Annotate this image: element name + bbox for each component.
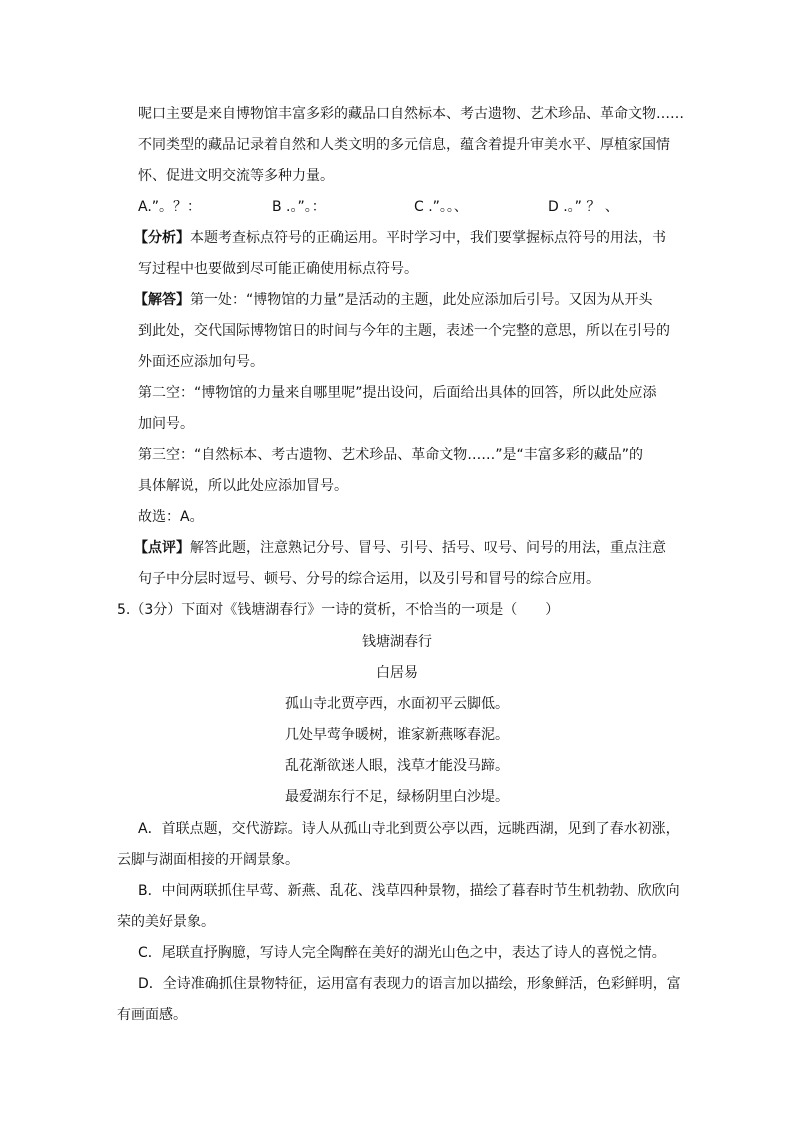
q4-option-c: C .”。。、 [414, 199, 468, 215]
poem-author: 白居易 [376, 665, 418, 681]
q4-option-b: B .。”。： [272, 199, 326, 215]
answer-tag: 【解答】 [134, 292, 190, 308]
answer-line-6: 第三空：“自然标本、考古遗物、艺术珍品、革命文物……”是“丰富多彩的藏品”的 [138, 447, 644, 463]
analysis-text: 本题考查标点符号的正确运用。平时学习中，我们要掌握标点符号的用法，书 [190, 230, 666, 246]
poem-title: 钱塘湖春行 [362, 634, 432, 650]
answer-text: 第一处：“博物馆的力量”是活动的主题，此处应添加后引号。又因为从开头 [190, 292, 653, 308]
q5-option-b-line-2: 荣的美好景象。 [117, 914, 215, 930]
answer-line-1 [134, 290, 653, 310]
comment-line-1 [134, 538, 666, 558]
analysis-line-2: 写过程中也要做到尽可能正确使用标点符号。 [138, 261, 418, 277]
poem-line-4: 最爱湖东行不足，绿杨阴里白沙堤。 [285, 789, 509, 805]
passage-line-1: 呢口主要是来自博物馆丰富多彩的藏品口自然标本、考古遗物、艺术珍品、革命文物…… [138, 106, 684, 122]
comment-tag: 【点评】 [134, 540, 190, 556]
q5-option-d-line-2: 有画面感。 [117, 1007, 187, 1023]
analysis-tag: 【分析】 [134, 230, 190, 246]
answer-line-7: 具体解说，所以此处应添加冒号。 [138, 478, 348, 494]
q5-option-a-line-2: 云脚与湖面相接的开阔景象。 [117, 852, 299, 868]
comment-line-2: 句子中分层时逗号、顿号、分号的综合运用，以及引号和冒号的综合应用。 [138, 571, 600, 587]
q4-option-a: A.”。？： [138, 199, 202, 215]
passage-line-2: 不同类型的藏品记录着自然和人类文明的多元信息，蕴含着提升审美水平、厚植家国情 [138, 137, 670, 153]
answer-line-2: 到此处，交代国际博物馆日的时间与今年的主题，表述一个完整的意思，所以在引号的 [138, 323, 670, 339]
comment-text: 解答此题，注意熟记分号、冒号、引号、括号、叹号、问号的用法，重点注意 [190, 540, 666, 556]
answer-line-4: 第二空：“博物馆的力量来自哪里呢”提出设问，后面给出具体的回答，所以此处应添 [138, 385, 657, 401]
passage-line-3: 怀、促进文明交流等多种力量。 [138, 168, 334, 184]
q5-option-c: C．尾联直抒胸臆，写诗人完全陶醉在美好的湖光山色之中，表达了诗人的喜悦之情。 [138, 945, 666, 961]
poem-line-3: 乱花渐欲迷人眼，浅草才能没马蹄。 [285, 758, 509, 774]
poem-line-1: 孤山寺北贾亭西，水面初平云脚低。 [285, 696, 509, 712]
answer-choice: 故选：A。 [138, 509, 204, 525]
q4-option-d: D .。” ？ 、 [548, 199, 619, 215]
analysis-line-1 [134, 228, 666, 248]
q5-option-b-line-1: B．中间两联抓住早莺、新燕、乱花、浅草四种景物，描绘了暮春时节生机勃勃、欣欣向 [138, 883, 680, 899]
answer-line-3: 外面还应添加句号。 [138, 354, 264, 370]
q5-option-a-line-1: A．首联点题，交代游踪。诗人从孤山寺北到贾公亭以西，远眺西湖，见到了春水初涨， [138, 821, 680, 837]
poem-line-2: 几处早莺争暖树，谁家新燕啄春泥。 [285, 727, 509, 743]
q4-options [138, 197, 658, 217]
question-5-stem: 5.（3分）下面对《钱塘湖春行》一诗的赏析，不恰当的一项是（ ） [117, 602, 560, 618]
q5-option-d-line-1: D．全诗准确抓住景物特征，运用富有表现力的语言加以描绘，形象鲜活，色彩鲜明，富 [138, 976, 681, 992]
answer-line-5: 加问号。 [138, 416, 194, 432]
